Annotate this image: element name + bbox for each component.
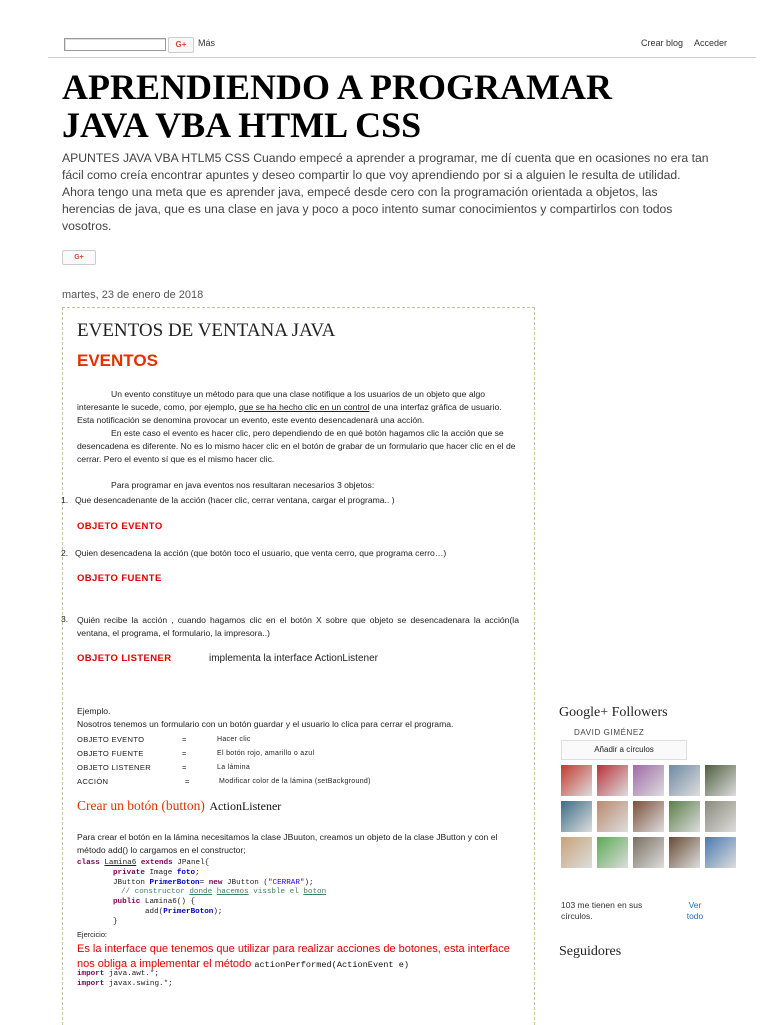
code-field: PrimerBoton [149, 878, 200, 887]
paragraph: En este caso el evento es hacer clic, pero dependiendo de en qué botón hagamos clic la acción que se desencadena es diferente. No es lo mismo hacer clic en el botón de grabar de un formulario que hacer clic en el de cerrar. Pero el evento sí que es el mismo hacer clic. [77, 428, 516, 464]
post-title[interactable]: EVENTOS DE VENTANA JAVA [77, 320, 336, 341]
code-text: = [199, 878, 205, 887]
red-paragraph [77, 942, 517, 972]
code-text: java.awt.*; [108, 970, 160, 978]
table-row [77, 775, 517, 789]
subheading-suffix: ActionListener [209, 799, 282, 813]
code-comment: donde [189, 888, 213, 897]
table-row [77, 747, 517, 761]
follower-avatar[interactable] [705, 801, 736, 832]
code-line [77, 908, 517, 918]
gplus-share-button[interactable]: G+ [62, 250, 96, 265]
follower-avatar[interactable] [633, 765, 664, 796]
code-comment: boton [303, 888, 327, 897]
example-label: Ejemplo. [77, 706, 111, 716]
code-string: "CERRAR" [267, 878, 305, 887]
follower-avatar[interactable] [561, 765, 592, 796]
code-block [77, 859, 517, 928]
table-key: ACCIÓN [77, 777, 109, 786]
follower-avatar[interactable] [669, 837, 700, 868]
gplus-profile-name[interactable]: DAVID GIMÉNEZ [574, 728, 645, 737]
blogger-navbar [0, 0, 768, 58]
list-number: 1. [61, 495, 69, 505]
followers-title: Seguidores [559, 944, 622, 959]
paragraph [77, 388, 518, 427]
subheading-text: Crear un botón (button) [77, 798, 205, 813]
blog-title-line1: APRENDIENDO A PROGRAMAR [62, 67, 613, 107]
code-comment: vissble el [253, 888, 299, 897]
example-table [77, 733, 517, 789]
list-item: Quien desencadena la acción (que botón toco el usuario, que venta cerro, que programa cerro…) [75, 548, 447, 558]
label-objeto-listener: OBJETO LISTENER [77, 653, 172, 664]
section-heading: EVENTOS [77, 351, 158, 370]
label-objeto-fuente: OBJETO FUENTE [77, 573, 162, 584]
code-keyword: class [77, 859, 100, 867]
table-value: El botón rojo, amarillo o azul [217, 750, 315, 757]
navbar-divider [48, 57, 756, 58]
followers-count: 103 me tienen en sus círculos. [561, 900, 643, 921]
code-keyword: public [113, 898, 141, 907]
red-text: Es la interface que tenemos que utilizar para realizar acciones de botones, esta interface nos obliga a implementar el método [77, 943, 510, 970]
code-text: ); [304, 878, 314, 887]
gplus-followers-title: Google+ Followers [559, 705, 668, 720]
blog-title-line2: JAVA VBA HTML CSS [62, 105, 422, 145]
table-key: OBJETO FUENTE [77, 749, 144, 758]
code-keyword: import [77, 970, 105, 978]
follower-avatar[interactable] [597, 837, 628, 868]
code-line [77, 859, 517, 869]
code-text: JButton ( [226, 878, 268, 887]
code-keyword: new [208, 878, 223, 887]
code-line [77, 879, 517, 889]
code-text: Image [149, 868, 173, 877]
table-eq: = [182, 749, 187, 758]
gplus-share-button[interactable]: G+ [168, 37, 194, 53]
follower-avatar[interactable] [633, 801, 664, 832]
follower-avatar[interactable] [705, 765, 736, 796]
paragraph: Para programar en java eventos nos resultaran necesarios 3 objetos: [111, 480, 375, 490]
post-date: martes, 23 de enero de 2018 [62, 289, 204, 301]
code-text: add( [145, 907, 164, 916]
follower-avatar[interactable] [633, 837, 664, 868]
search-input[interactable] [64, 38, 166, 51]
code-keyword: extends [140, 859, 173, 867]
blog-title[interactable] [62, 68, 722, 144]
code-line: } [113, 917, 118, 926]
paragraph-text: Un evento constituye un método para que una clase notifique a los usuarios de un objeto que algo interesante le sucede, como, por ejemplo, [77, 389, 486, 412]
code-text: JButton [113, 878, 145, 887]
code-comment: // constructor [121, 888, 185, 897]
code-text: JPanel{ [177, 859, 210, 867]
code-text: ); [213, 907, 223, 916]
code-field: PrimerBoton [163, 907, 214, 916]
listener-description: implementa la interface ActionListener [209, 653, 378, 664]
code-class-name: Lamina6 [104, 859, 137, 867]
list-number: 2. [61, 548, 69, 558]
table-eq: = [182, 763, 187, 772]
follower-avatar[interactable] [597, 765, 628, 796]
follower-avatar[interactable] [705, 837, 736, 868]
post-content [62, 307, 535, 1025]
table-key: OBJETO EVENTO [77, 735, 145, 744]
more-link[interactable]: Más [198, 38, 216, 48]
table-value: La lámina [217, 764, 251, 771]
code-keyword: private [113, 868, 145, 877]
view-all-link[interactable]: Ver todo [686, 900, 704, 921]
list-number: 3. [61, 614, 69, 624]
follower-avatar[interactable] [597, 801, 628, 832]
label-objeto-evento: OBJETO EVENTO [77, 521, 163, 532]
code-line [77, 888, 517, 898]
table-eq: = [185, 777, 190, 786]
paragraph: Para crear el botón en la lámina necesitamos la clase JBuuton, creamos un objeto de la clase JButton y con el método add() lo cargamos en el constructor; [77, 832, 498, 855]
follower-avatar[interactable] [669, 801, 700, 832]
code-keyword: import [77, 980, 105, 988]
inline-code: actionPerformed(ActionEvent e) [254, 960, 410, 970]
underlined-phrase: que se ha hecho clic en un control [238, 402, 370, 412]
login-link[interactable]: Acceder [694, 38, 728, 48]
add-to-circles-button[interactable]: Añadir a círculos [561, 740, 687, 760]
example-text: Nosotros tenemos un formulario con un botón guardar y el usuario lo clica para cerrar el programa. [77, 719, 454, 729]
table-eq: = [182, 735, 187, 744]
code-text: javax.swing.*; [108, 980, 173, 988]
list-item: Quién recibe la acción , cuando hagamos clic en el botón X sobre que objeto se desencadenara la acción(la ventana, el programa, el formulario, la impresora..) [77, 615, 519, 638]
paragraph-text: de una interfaz gráfica de usuario. Esta notificación se denomina provocar un evento, este evento desencadenará una acción. [77, 402, 502, 425]
list-item: Que desencadenante de la acción (hacer clic, cerrar ventana, cargar el programa.. ) [75, 495, 395, 505]
import-line [77, 980, 173, 990]
table-row [77, 761, 517, 775]
table-row [77, 733, 517, 747]
spacer [77, 466, 518, 479]
follower-avatar[interactable] [669, 765, 700, 796]
follower-avatar[interactable] [561, 801, 592, 832]
import-line [77, 970, 159, 980]
code-field: foto [176, 868, 196, 877]
code-comment: hacemos [216, 888, 249, 897]
code-text: Lamina6() { [144, 898, 196, 907]
blog-description: APUNTES JAVA VBA HTLM5 CSS Cuando empecé a aprender a programar, me dí cuenta que en ocasiones no era tan fácil como creía encontrar apuntes y deseo compartir lo que voy aprendiendo por si a alguien le resulta de utilidad. Ahora tengo una meta que es aprender java, empecé desde cero con la programación orientada a objetos, las herencias de java, que es una clase en java y poco a poco intento sumar conocimientos y compartirlos con todos vosotros. [62, 151, 709, 233]
follower-avatar[interactable] [561, 837, 592, 868]
table-value: Modificar color de la lámina (setBackground) [219, 778, 371, 785]
exercise-label: Ejercicio: [77, 930, 107, 939]
subheading [77, 797, 281, 815]
create-blog-link[interactable]: Crear blog [641, 38, 684, 48]
table-key: OBJETO LISTENER [77, 763, 151, 772]
table-value: Hacer clic [217, 736, 251, 743]
code-line [77, 898, 517, 908]
post-body [77, 388, 518, 492]
code-line: private Image foto; [113, 868, 200, 877]
